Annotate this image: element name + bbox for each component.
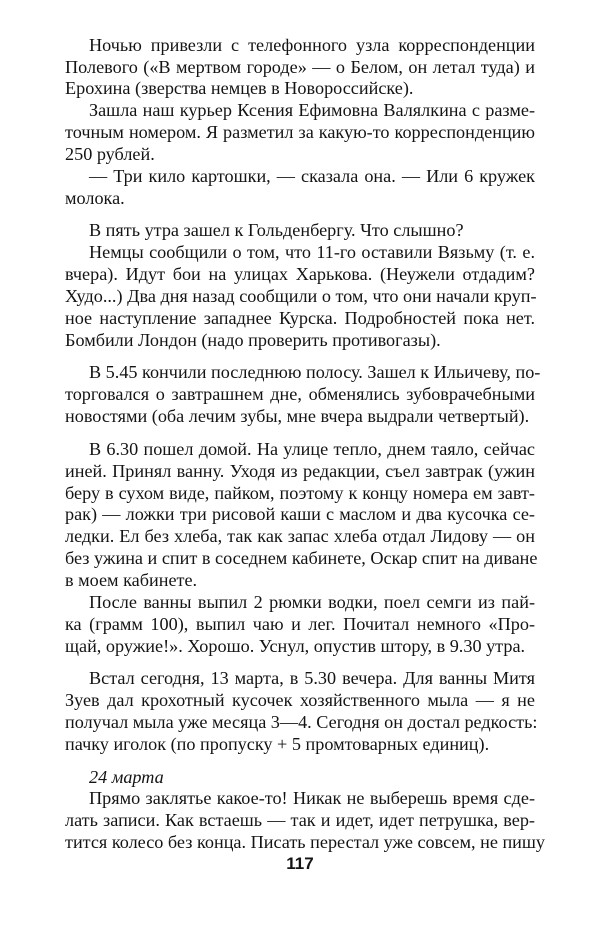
text-line: пачку иголок (по пропуску + 5 промтоварных единиц).: [65, 734, 490, 754]
text-line: Встал сегодня, 13 марта, в 5.30 вечера. Для ванны Митя: [89, 668, 535, 688]
text-line: Прямо заклятье какое-то! Никак не выберешь время сде-: [89, 788, 535, 808]
text-line: — Три кило картошки, — сказала она. — Или 6 кружек: [89, 166, 535, 186]
text-line: рак) — ложки три рисовой каши с маслом и два кусочка се-: [65, 504, 535, 524]
text-line: Зуев дал крохотный кусочек хозяйственного мыла — я не: [65, 690, 535, 710]
text-line: иней. Принял ванну. Уходя из редакции, съел завтрак (ужин: [65, 461, 535, 481]
text-line: Ерохина (зверства немцев в Новороссийске).: [65, 78, 414, 98]
text-line: В 5.45 кончили последнюю полосу. Зашел к Ильичеву, по-: [89, 362, 541, 382]
text-line: Бомбили Лондон (надо проверить противогазы).: [65, 330, 441, 350]
text-line: щай, оружие!». Хорошо. Уснул, опустив штору, в 9.30 утра.: [65, 636, 526, 656]
text-line: В пять утра зашел к Гольденбергу. Что слышно?: [89, 220, 464, 240]
text-line: После ванны выпил 2 рюмки водки, поел семги из пай-: [89, 592, 535, 612]
text-line: беру в сухом виде, пайком, поэтому к концу номера ем завт-: [65, 483, 535, 503]
text-line: в моем кабинете.: [65, 570, 198, 590]
page-number: 117: [286, 854, 314, 873]
text-line: 250 рублей.: [65, 144, 155, 164]
text-line: ное наступление западнее Курска. Подробностей пока нет.: [65, 308, 535, 328]
text-line: Немцы сообщили о том, что 11-го оставили Вязьму (т. е.: [89, 242, 535, 262]
text-line: точным номером. Я разметил за какую-то корреспонденцию: [65, 122, 535, 142]
text-line: ка (грамм 100), выпил чаю и лег. Почитал немного «Про-: [65, 614, 535, 634]
text-line: Полевого («В мертвом городе» — о Белом, он летал туда) и: [65, 57, 535, 77]
text-line: тится колесо без конца. Писать перестал уже совсем, не пишу: [65, 832, 546, 852]
text-line: торговался о завтрашнем дне, обменялись зубоврачебными: [65, 384, 535, 404]
text-line: ледки. Ел без хлеба, так как запас хлеба отдал Лидову — он: [65, 526, 535, 546]
text-line: Зашла наш курьер Ксения Ефимовна Валялкина с разме-: [89, 100, 535, 120]
text-line: молока.: [65, 188, 125, 208]
entry-date-heading: 24 марта: [89, 767, 164, 787]
text-line: получал мыла уже месяца 3—4. Сегодня он достал редкость:: [65, 712, 538, 732]
text-line: без ужина и спит в соседнем кабинете, Оскар спит на диване: [65, 548, 538, 568]
text-line: Худо...) Два дня назад сообщили о том, что они начали круп-: [65, 286, 537, 306]
text-line: вчера). Идут бои на улицах Харькова. (Неужели отдадим?: [65, 264, 535, 284]
text-line: новостями (оба лечим зубы, мне вчера выдрали четвертый).: [65, 406, 530, 426]
text-line: лать записи. Как встаешь — так и идет, идет петрушка, вер-: [65, 810, 535, 830]
text-line: Ночью привезли с телефонного узла корреспонденции: [89, 35, 535, 55]
text-line: В 6.30 пошел домой. На улице тепло, днем таяло, сейчас: [89, 439, 535, 459]
